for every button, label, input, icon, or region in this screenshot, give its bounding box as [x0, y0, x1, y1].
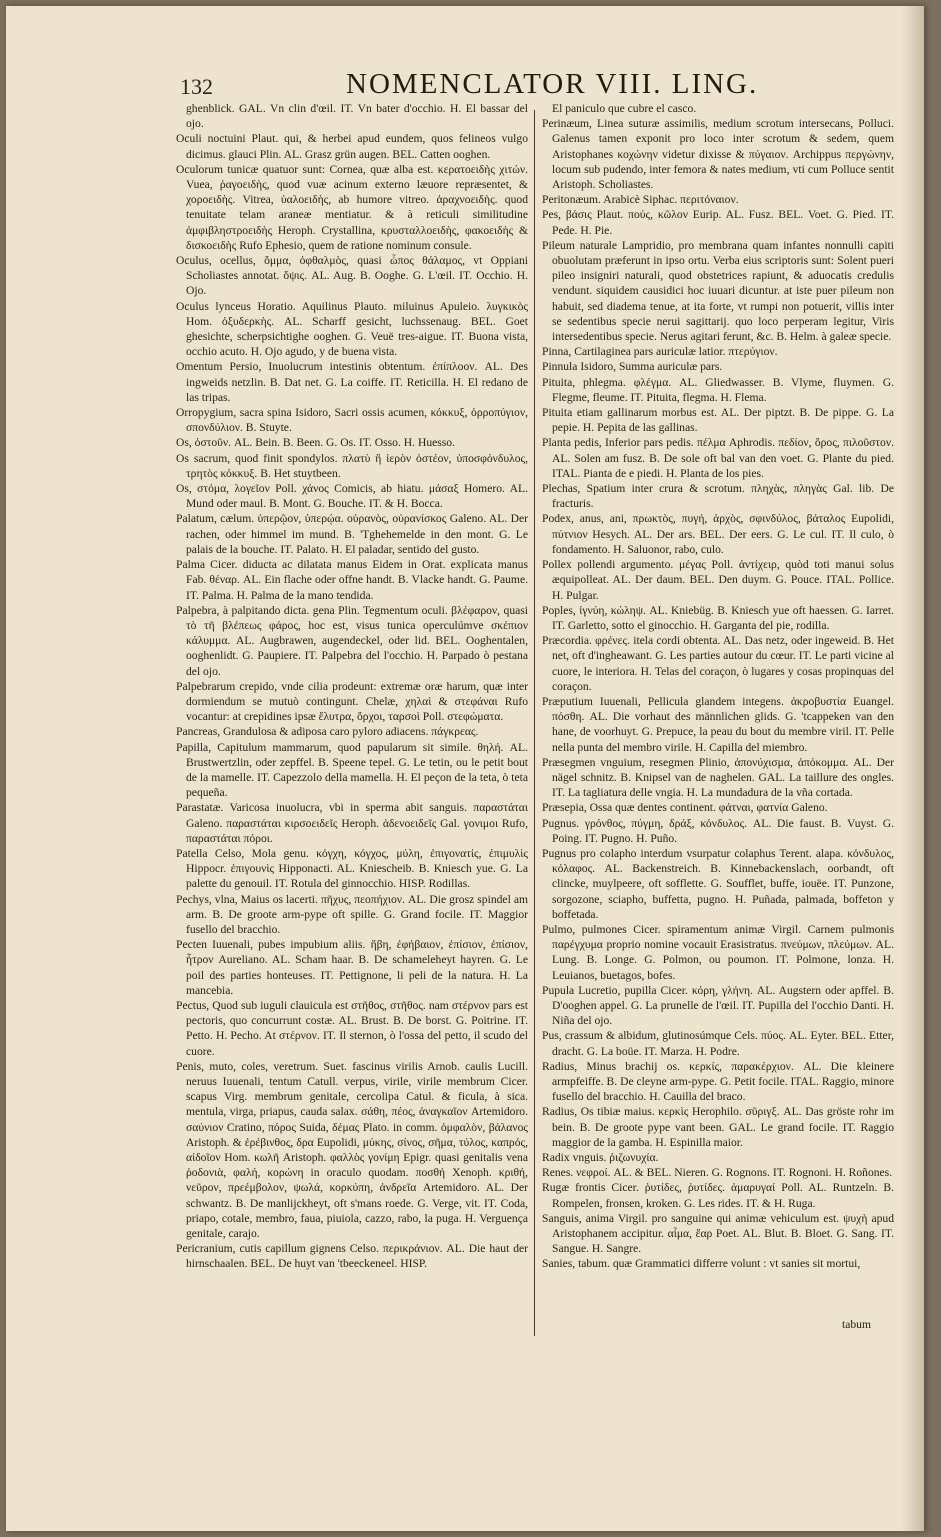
dictionary-entry: Palpebrarum crepido, vnde cilia prodeunt: extremæ oræ harum, quæ inter dormiendum se mutuò contingunt. Chelæ, χηλαὶ & στεφάναι Rufo vocantur: at crepidines ipsæ ἕλυτρα, ὄρχοι, ταρσοὶ Poll. στεφώματα. — [176, 679, 528, 724]
dictionary-entry: Renes. νεφροί. AL. & BEL. Nieren. G. Rognons. IT. Rognoni. H. Roñones. — [542, 1166, 893, 1180]
dictionary-entry: Pituita, phlegma. φλέγμα. AL. Gliedwasser. B. Vlyme, fluymen. G. Flegme, fleume. IT. Pituita, flegma. H. Flema. — [542, 375, 894, 404]
right-column — [542, 101, 894, 1272]
running-title: NOMENCLATOR VIII. LING. — [346, 68, 759, 100]
dictionary-entry: Parastatæ. Varicosa inuolucra, vbi in sperma abit sanguis. παραστάται Galeno. παραστάται κιρσοειδεῖς Heroph. ἀδενοειδεῖς Gal. γονιμοι Rufo, παραστάται πόροι. — [176, 801, 528, 845]
dictionary-entry: Præsepia, Ossa quæ dentes continent. φάτναι, φατνία Galeno. — [542, 801, 828, 815]
dictionary-entry: Omentum Persio, Inuolucrum intestinis obtentum. ἐπίπλοον. AL. Des ingweids netzlin. B. Dat net. G. La coiffe. IT. Reticilla. H. El redano de las tripas. — [176, 360, 528, 404]
dictionary-entry: Oculus lynceus Horatio. Aquilinus Plauto. miluinus Apuleio. λυγκικὸς Hom. ὀξυδερκὴς. AL. Scharff gesicht, luchssenaug. BEL. Goet ghesichte, scherpsichtighe ooghen. G. Veuë tres-aigue. IT. Buona vista, occhio acuto. H. Ojo agudo, y de buena vista. — [176, 299, 528, 359]
dictionary-entry: El paniculo que cubre el casco. — [552, 102, 697, 115]
dictionary-entry: Sanguis, anima Virgil. pro sanguine qui animæ vehiculum est. ψυχὴ apud Aristophanem accipitur. αἷμα, ἔαρ Poet. AL. Blut. B. Bloet. G. Sang. IT. Sangue. H. Sangre. — [542, 1211, 894, 1256]
dictionary-entry: Pupula Lucretio, pupilla Cicer. κόρη, γλήνη. AL. Augstern oder apffel. B. D'ooghen appel. G. La prunelle de l'œil. IT. Pupilla del l'occhio Danti. H. Niña del ojo. — [542, 983, 894, 1028]
dictionary-entry: Patella Celso, Mola genu. κόγχη, κόγχος, μύλη, ἐπιγονατίς, ἐπιμυλὶς Hippocr. ἐπιγουνὶς Hipponacti. AL. Kniescheib. B. Kniesch yue. G. La palette du genouil. IT. Rotula del ginnocchio. HISP. Rodillas. — [176, 846, 528, 891]
dictionary-entry: Radius, Os tibiæ maius. κερκὶς Herophilo. σῦριγξ. AL. Das gröste rohr im bein. B. De groote pype vant been. GAL. Le grand focile. IT. Raggio maggior de la gamba. H. Espinilla maior. — [542, 1105, 894, 1149]
dictionary-entry: Papilla, Capitulum mammarum, quod papularum sit simile. θηλή. AL. Brustwertzlin, oder zepffel. B. Speene tepel. G. Le tetin, ou le petit bout de la mamelle. IT. Capezzolo della mamella. H. El peçon de la teta, ò teta pequeña. — [176, 740, 528, 800]
dictionary-entry: Plechas, Spatium inter crura & scrotum. πληχὰς, πληγὰς Gal. lib. De fracturis. — [542, 482, 894, 511]
book-page — [6, 6, 924, 1531]
dictionary-entry: Radix vnguis. ῥιζωνυχία. — [542, 1151, 659, 1165]
dictionary-entry: Sanies, tabum. quæ Grammatici differre volunt : vt sanies sit mortui, — [542, 1257, 861, 1271]
dictionary-entry: Pinnula Isidoro, Summa auriculæ pars. — [542, 360, 723, 374]
dictionary-entry: Pileum naturale Lampridio, pro membrana quam infantes nonnulli capiti obuolutam præferunt in ipso ortu. Verba eius scriptoris sunt: Solent pueri pileo insigniri naturali, quod obstetrices rapiunt, & aduocatis credulis vendunt. siquidem causidici hoc iuuari dicuntur. at iste puer pileum non habuit, sed diadema tenue, at ita forte, vt rumpi non potuerit, villis inter se sedentibus specie nerui sagittarij. quo loco perperam legitur, Viris intersedentibus specie. Nerus agitari ferunt, &c. B. Helm. à galeæ specie. — [542, 238, 894, 344]
dictionary-entry: Præputium Iuuenali, Pellicula glandem integens. ἀκροβυστία Euangel. πόσθη. AL. Die vorhaut des männlichen glids. G. 'tcappeken van den hane, de voorhuyt. G. Prepuce, la peau du bout du membre viril. IT. Pelle nella punta del membro virile. H. Capilla del miembro. — [542, 694, 894, 754]
page-gutter-shadow — [902, 6, 924, 1531]
dictionary-entry: Poples, ἰγνύη, κώληψ. AL. Kniebüg. B. Kniesch yue oft haessen. G. Iarret. IT. Garletto, sotto el ginocchio. H. Garganta del pie, rodilla. — [542, 603, 894, 632]
dictionary-entry: Pus, crassum & albidum, glutinosúmque Cels. πύος. AL. Eyter. BEL. Etter, dracht. G. La boüe. IT. Marza. H. Podre. — [542, 1029, 894, 1058]
dictionary-entry: Os, στόμα, λογεῖον Poll. χάνος Comicis, ab hiatu. μάσαξ Homero. AL. Mund oder maul. B. Mont. G. Bouche. IT. & H. Bocca. — [176, 482, 528, 511]
dictionary-entry: Pancreas, Grandulosa & adiposa caro pyloro adiacens. πάγκρεας. — [176, 725, 479, 739]
dictionary-entry: Pulmo, pulmones Cicer. spiramentum animæ Virgil. Carnem pulmonis παρέγχυμα proprio nomine vocauit Erasistratus. πνεύμων, πλεύμων. AL. Lung. B. Longe. G. Polmon, ou poumon. IT. Polmone, lonza. H. Leuianos, buetagos, bofes. — [542, 922, 894, 982]
page-header — [180, 66, 880, 106]
dictionary-entry: Pinna, Cartilaginea pars auriculæ latior. πτερύγιον. — [542, 345, 778, 359]
dictionary-entry: Oculus, ocellus, ὄμμα, ὀφθαλμὸς, quasi ὦπος θάλαμος, vt Oppiani Scholiastes annotat. ὄψις. AL. Aug. B. Ooghe. G. L'œil. IT. Occhio. H. Ojo. — [176, 254, 528, 298]
dictionary-entry: Peritonæum. Arabicè Siphac. περιτόναιον. — [542, 193, 739, 207]
dictionary-entry: Pecten Iuuenali, pubes impubium aliis. ἥβη, ἐφήβαιον, ἐπίσιον, ἐπίσιον, ἧτρον Aureliano. AL. Scham haar. B. De schameleheyt hayren. G. Le poil des parties honteuses. IT. Pettignone, li peli de la natura. H. La mancebia. — [176, 938, 528, 997]
dictionary-entry: Oculi noctuini Plaut. qui, & herbei apud eundem, quos felineos vulgo dicimus. glauci Plin. AL. Grasz grün augen. BEL. Catten ooghen. — [176, 132, 528, 161]
dictionary-entry: Perinæum, Linea suturæ assimilis, medium scrotum intersecans, Polluci. Galenus tamen exponit pro loco inter scrotum & sedem, quem Aristophanes κοχώνην videtur dixisse & πύγαιον. Archippus περγώνην, locum sub pudendo, inter femora & nates medium, vti cum Polluce sentit Aristoph. Scholiastes. — [542, 117, 894, 192]
dictionary-entry: Pugnus. γρόνθος, πύγμη, δράξ, κόνδυλος. AL. Die faust. B. Vuyst. G. Poing. IT. Pugno. H. Puño. — [542, 816, 894, 845]
dictionary-entry: Pericranium, cutis capillum gignens Celso. περικράνιον. AL. Die haut der hirnschaalen. BEL. De huyt van 'tbeeckeneel. HISP. — [176, 1242, 528, 1271]
column-rule — [534, 110, 535, 1336]
dictionary-entry: Radius, Minus brachij os. κερκίς, παρακέρχιον. AL. Die kleinere armpfeiffe. B. De cleyne arm-pype. G. Petit focile. ITAL. Raggio, minore fusello del bracchio. H. Cauilla del braco. — [542, 1059, 894, 1104]
dictionary-entry: Penis, muto, coles, veretrum. Suet. fascinus virilis Arnob. caulis Lucill. neruus Iuuenali, tentum Catull. verpus, virile, virile membrum Cicer. scapus Virg. membrum genitale, cercolipa Catul. & ficula, à sica. mentula, virga, priapus, cauda salax. σάθη, πέος, ἀναγκαῖον Artemidoro. σαύνιον Cratino, πόρος Suida, δέμας Plato. in comm. ὀμφαλὸν, βάλανος Aristoph. & ἐρέβινθος, δρα Eupolidi, μύκης, σίνος, σῆμα, τύλος, καπρός, αἰδοῖον Hom. κωλῆ Aristoph. φαλλὸς γονίμη Epigr. quasi genitalis vena ῥοδονιὰ, φαλή, κορώνη in oraculo quodam. ποσθή Xenoph. κριθή, νεῦρον, πρεέμβολον, ψωλά, κορκύπη, ἀνδρεῖα Artemidoro. AL. Der schwantz. B. De manlijckheyt, oft s'mans roede. G. Verge, vit. IT. Coda, priapo, cotale, membro, faua, piuiola, cazzo, rabo, la puga. H. Verguença genitale, carajo. — [176, 1059, 528, 1241]
dictionary-entry: Os, ὀστοῦν. AL. Bein. B. Been. G. Os. IT. Osso. H. Huesso. — [176, 436, 455, 450]
dictionary-entry: Pes, βάσις Plaut. πούς, κῶλον Eurip. AL. Fusz. BEL. Voet. G. Pied. IT. Pede. H. Pie. — [542, 208, 894, 237]
dictionary-entry: Pugnus pro colapho interdum vsurpatur colaphus Terent. alapa. κόνδυλος, κόλαφος. AL. Backenstreich. B. Kinnebackenslach, oorbandt, oft clincke, muylpeere, oft sofflette. G. Soufflet, buffe, iouëe. IT. Punzone, sorgozone, sciapho, buffetta, pugno. H. Puñada, palmada, boffeton y boffetada. — [542, 846, 894, 921]
dictionary-entry: Palma Cicer. diducta ac dilatata manus Eidem in Orat. explicata manus Fab. θέναρ. AL. Ein flache oder offne handt. B. Vlacke handt. G. Paume. IT. Palma. H. Palma de la mano tendida. — [176, 558, 528, 602]
page-number: 132 — [180, 74, 213, 99]
dictionary-entry: Orropygium, sacra spina Isidoro, Sacri ossis acumen, κόκκυξ, ὀρροπύγιον, σπονδύλιον. B. Stuyte. — [176, 406, 528, 435]
dictionary-entry: Oculorum tunicæ quatuor sunt: Cornea, quæ alba est. κερατοειδὴς χιτών. Vuea, ῥαγοειδὴς, quod vuæ acinum externo læuore repræsentet, & χοροειδὴς. Vitrea, ὑαλοειδὴς, ab humore vitreo. ἀραχνοειδὴς. quod tenuitate telam araneæ mentiatur. & à reticuli similitudine ἀμφιβληστροειδὴς Heroph. Crystallina, κρυσταλλοειδὴς, φακοειδὴς & δισκοειδὴς Rufo Ephesio, quem de ratione nominum consule. — [176, 162, 528, 252]
catchword: tabum — [842, 1318, 871, 1331]
dictionary-entry: ghenblick. GAL. Vn clin d'œil. IT. Vn bater d'occhio. H. El bassar del ojo. — [186, 102, 528, 131]
dictionary-entry: Os sacrum, quod finit spondylos. πλατὺ ἢ ἱερὸν ὀστέον, ὑποσφόνδυλος, τρητὸς κόκκυξ. B. Het stuytbeen. — [176, 451, 528, 480]
dictionary-entry: Palpebra, à palpitando dicta. gena Plin. Tegmentum oculi. βλέφαρον, quasi τὸ τῆ βλέπεως φάρος, hoc est, visus tunica operculúmve σκέπιον κάλυμμα. AL. Augbrawen, augendeckel, oder lid. BEL. Ooghentalen, ooghenlidt. G. Paupiere. IT. Palpebra del l'occhio. H. Parpado ò pestana del ojo. — [176, 603, 528, 678]
dictionary-entry: Palatum, cælum. ὑπερῷον, ὑπερῴα. οὐρανὸς, οὐρανίσκος Galeno. AL. Der rachen, oder himmel im mund. B. 'Tghehemelde in den mont. G. Le palais de la bouche. IT. Palato. H. El paladar, sentido del gusto. — [176, 512, 528, 556]
left-column — [176, 101, 528, 1272]
dictionary-entry: Rugæ frontis Cicer. ῥυτίδες, ῥυτίδες. ἀμαρυγαί Poll. AL. Runtzeln. B. Rompelen, fronsen, kroken. G. Les rides. IT. & H. Ruga. — [542, 1181, 894, 1210]
dictionary-entry: Planta pedis, Inferior pars pedis. πέλμα Aphrodis. πεδίον, ὄρος, πιλοῦστον. AL. Solen am fusz. B. De sole oft bal van den voet. G. Plante du pied. ITAL. Pianta de e piedi. H. Planta de los pies. — [542, 436, 894, 480]
dictionary-entry: Podex, anus, ani, πρωκτὸς, πυγή, ἀρχὸς, σφινδύλος, βάταλος Eupolidi, πύτνιον Hesych. AL. Der ars. BEL. Der eers. G. Le cul. IT. Il culo, ò fondamento. H. Saluonor, rabo, culo. — [542, 512, 894, 556]
dictionary-entry: Pechys, vlna, Maius os lacerti. πῆχυς, πεοπήχιον. AL. Die grosz spindel am arm. B. De groote arm-pype oft spille. G. Grand focile. IT. Maggior fusello del bracchio. — [176, 892, 528, 936]
dictionary-entry: Pituita etiam gallinarum morbus est. AL. Der piptzt. B. De pippe. G. La pepie. H. Pepita de las gallinas. — [542, 406, 894, 435]
dictionary-entry: Præcordia. φρένες. itela cordi obtenta. AL. Das netz, oder ingeweid. B. Het net, oft d'ingheawant. G. Les parties autour du cœur. IT. Le parti vicine al cuore, le interiora. H. Telas del coraçon, ò lugares y cosas propinquas del coraçon. — [542, 634, 894, 693]
dictionary-entry: Præsegmen vnguium, resegmen Plinio, ἀπονύχισμα, ἀπόκομμα. AL. Der nägel schnitz. B. Knipsel van de naghelen. GAL. La taillure des ongles. IT. La tagliatura delle vngia. H. La mundadura de la vña cortada. — [542, 755, 894, 800]
dictionary-entry: Pectus, Quod sub iuguli clauicula est στῆθος, στῆθος. nam στέρνον pars est pectoris, quo concurrunt costæ. AL. Brust. B. De borst. G. Poitrine. IT. Petto. H. Pecho. At στέρνον. IT. Il sternon, ò l'ossa del petto, il scudo del cuore. — [176, 998, 528, 1058]
dictionary-entry: Pollex pollendi argumento. μέγας Poll. ἀντίχειρ, quòd toti manui solus æquipolleat. AL. Der daum. BEL. Den duym. G. Pouce. ITAL. Pollice. H. Pulgar. — [542, 558, 894, 602]
